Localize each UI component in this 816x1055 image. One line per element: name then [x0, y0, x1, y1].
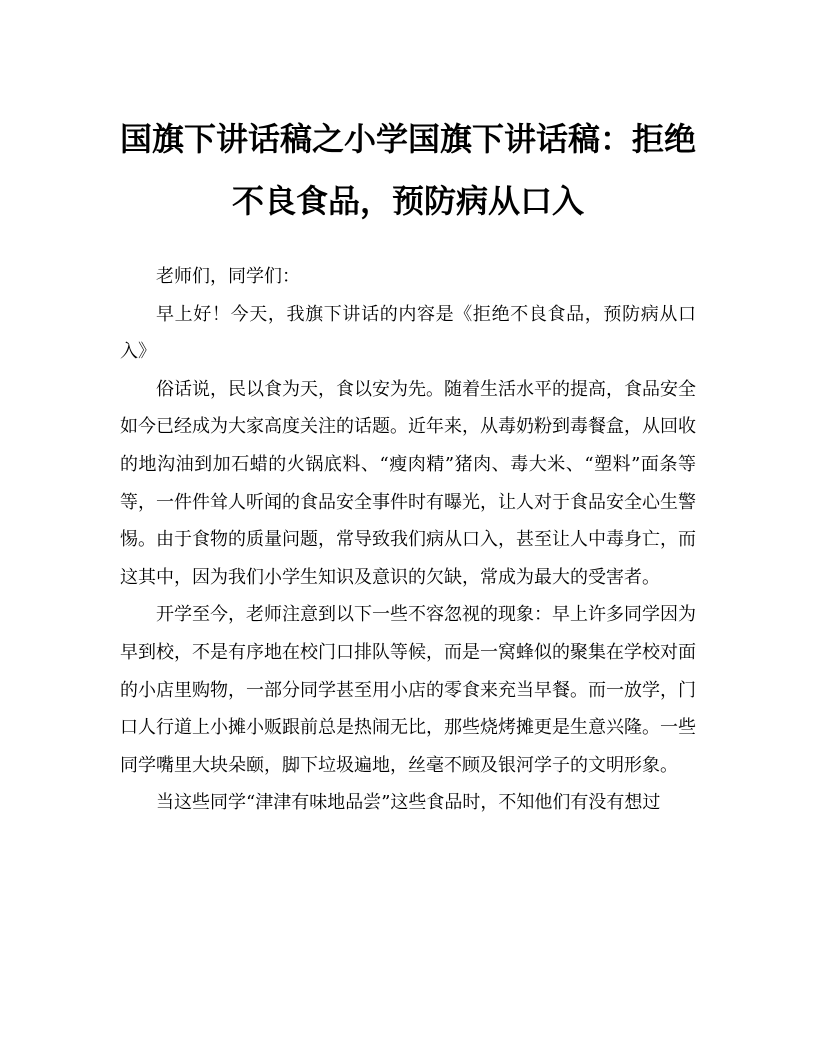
paragraph-intro: 早上好！今天，我旗下讲话的内容是《拒绝不良食品，预防病从口入》	[120, 303, 696, 363]
paragraph-observations: 开学至今，老师注意到以下一些不容忽视的现象：早上许多同学因为早到校，不是有序地在校门口排队等候，而是一窝蜂似的聚集在学校对面的小店里购物，一部分同学甚至用小店的零食来充当早餐。而一放学，门口人行道上小摊小贩跟前总是热闹无比，那些烧烤摊更是生意兴隆。一些同学嘴里大块朵颐，脚下垃圾遍地，丝毫不顾及银河学子的文明形象。	[120, 604, 696, 776]
paragraph-food-safety: 俗话说，民以食为天，食以安为先。随着生活水平的提高，食品安全如今已经成为大家高度关注的话题。近年来，从毒奶粉到毒餐盒，从回收的地沟油到加石蜡的火锅底料、“瘦肉精”猪肉、毒大米、“塑料”面条等等，一件件耸人听闻的食品安全事件时有曝光，让人对于食品安全心生警惕。由于食物的质量问题，常导致我们病从口入，甚至让人中毒身亡，而这其中，因为我们小学生知识及意识的欠缺，常成为最大的受害者。	[120, 378, 696, 588]
paragraph-question: 当这些同学“津津有味地品尝”这些食品时，不知他们有没有想过	[156, 792, 661, 814]
document-body	[120, 258, 696, 822]
paragraph-greeting: 老师们，同学们：	[156, 266, 300, 287]
document-title: 国旗下讲话稿之小学国旗下讲话稿：拒绝不良食品，预防病从口入	[119, 120, 696, 220]
